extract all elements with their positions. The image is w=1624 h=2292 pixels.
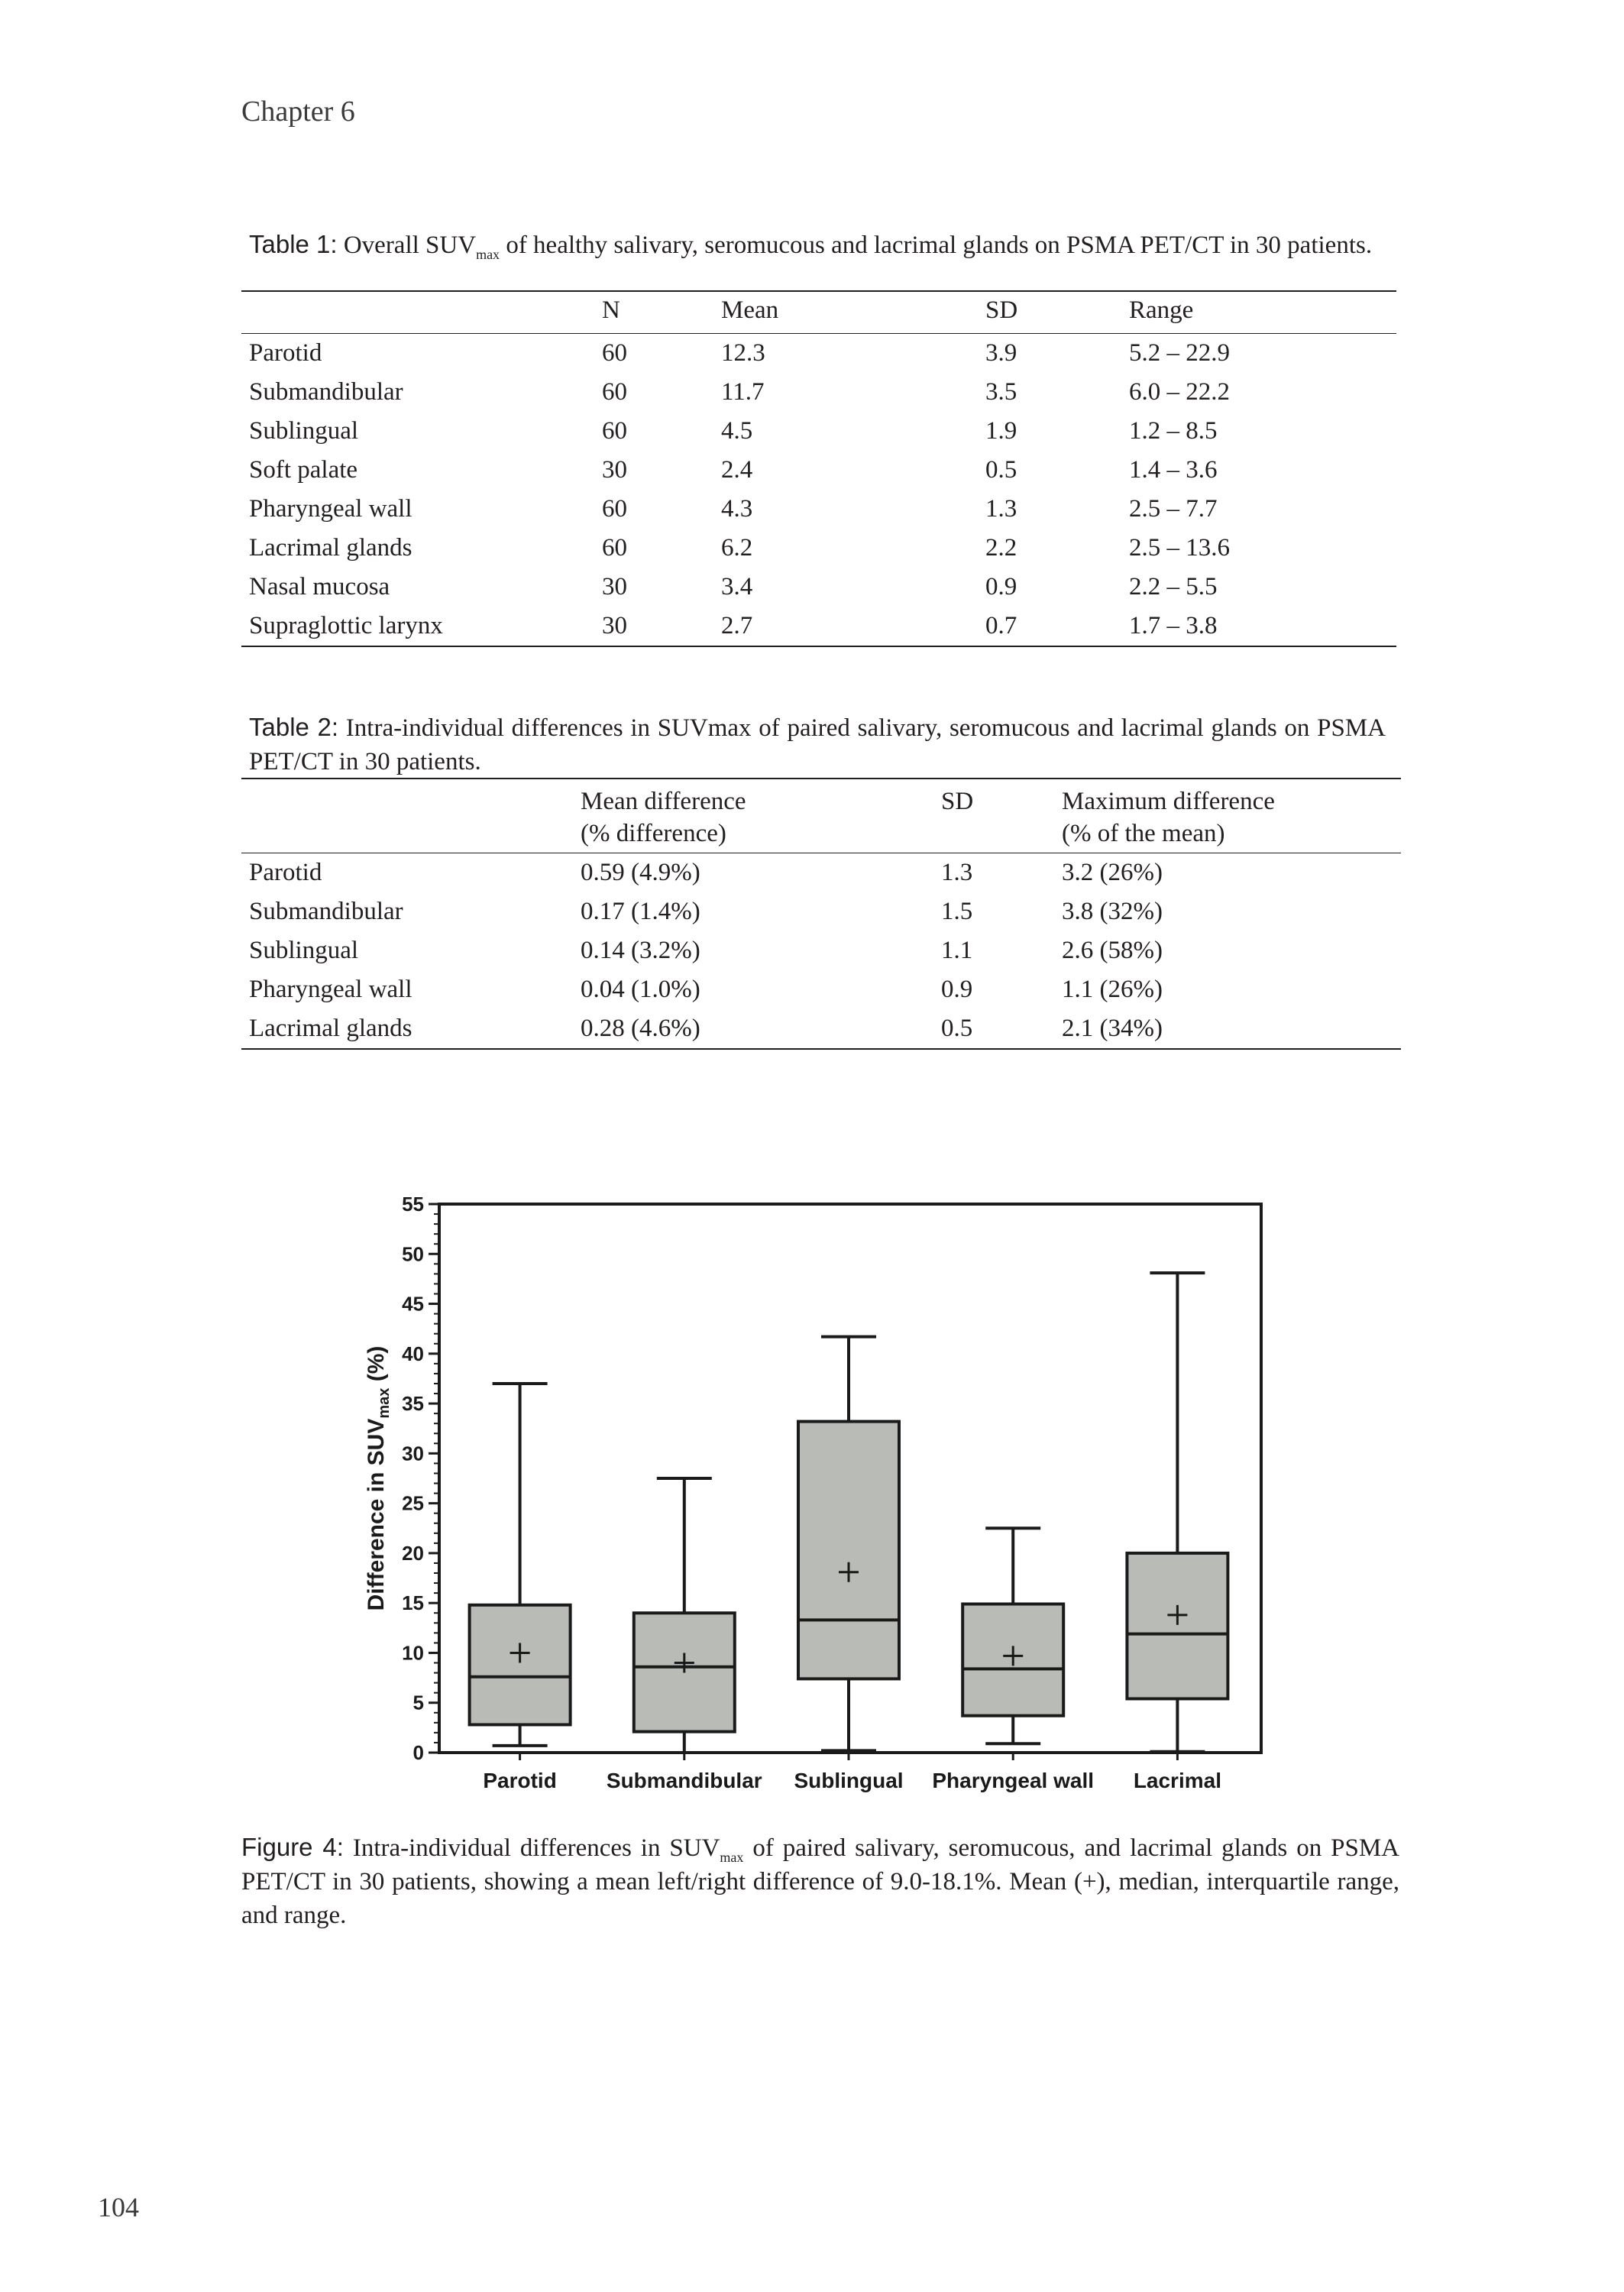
y-tick-label: 45 — [402, 1292, 424, 1316]
table-row — [241, 490, 1396, 529]
x-tick-label: Parotid — [483, 1769, 557, 1792]
table-cell: 30 — [602, 456, 627, 484]
page-number: 104 — [98, 2192, 139, 2222]
figure4-caption-post: of paired salivary, seromucous, and lacrimal glands on PSMA PET/CT in 30 patients, showing a mean left/right difference of 9.0-18.1%. Mean (+), median, interquartile range, and range. — [241, 1834, 1400, 1929]
row-label: Sublingual — [249, 937, 359, 964]
table-cell: 1.2 – 8.5 — [1129, 417, 1218, 445]
table-cell: 0.59 (4.9%) — [581, 859, 700, 886]
table-cell: 1.9 — [985, 417, 1017, 445]
y-tick-label: 25 — [402, 1491, 424, 1515]
figure4-caption-label: Figure 4: — [241, 1833, 344, 1861]
table-cell: 2.2 — [985, 534, 1017, 562]
figure4-caption-sub: max — [720, 1850, 744, 1865]
table2-caption-text: Intra-individual differences in SUVmax of paired salivary, seromucous and lacrimal glands on PSMA PET/CT in 30 patients. — [249, 714, 1386, 775]
table-cell: 0.9 — [985, 573, 1017, 601]
row-label: Parotid — [249, 339, 322, 367]
table-cell: 3.2 (26%) — [1062, 859, 1163, 886]
x-tick-label: Submandibular — [606, 1769, 762, 1792]
row-label: Parotid — [249, 859, 322, 886]
y-tick-label: 20 — [402, 1541, 424, 1565]
table-row — [241, 451, 1396, 490]
table-cell: 4.5 — [721, 417, 753, 445]
row-label: Submandibular — [249, 898, 403, 925]
table-row — [241, 334, 1396, 374]
table-row — [241, 529, 1396, 568]
table1-header-row — [241, 291, 1396, 334]
table-cell: 2.1 (34%) — [1062, 1015, 1163, 1042]
table2-header-cell — [573, 779, 933, 853]
table-cell: 30 — [602, 573, 627, 601]
table-cell: 0.17 (1.4%) — [581, 898, 700, 925]
table2-header-cell — [241, 779, 573, 853]
table-cell: 3.8 (32%) — [1062, 898, 1163, 925]
table-cell: 0.28 (4.6%) — [581, 1015, 700, 1042]
table1-caption-post: of healthy salivary, seromucous and lacrimal glands on PSMA PET/CT in 30 patients. — [506, 231, 1373, 259]
y-tick-label: 35 — [402, 1392, 424, 1416]
table-row — [241, 568, 1396, 607]
table2-header-line1: SD — [941, 788, 974, 815]
row-label: Nasal mucosa — [249, 573, 390, 601]
table-cell: 2.2 – 5.5 — [1129, 573, 1218, 601]
table-row — [241, 853, 1401, 893]
row-label: Lacrimal glands — [249, 1015, 412, 1042]
y-tick-label: 0 — [412, 1741, 424, 1764]
y-tick-label: 5 — [412, 1691, 424, 1714]
table-cell: 2.5 – 13.6 — [1129, 534, 1230, 562]
table-row — [241, 970, 1401, 1009]
table-cell: 6.0 – 22.2 — [1129, 378, 1230, 406]
iqr-box — [470, 1605, 571, 1725]
row-label: Lacrimal glands — [249, 534, 412, 562]
table1-caption-pre: Overall SUV — [343, 231, 477, 259]
table2-header-line2: (% of the mean) — [1062, 820, 1225, 847]
table-cell: 2.7 — [721, 612, 753, 639]
table2 — [241, 778, 1401, 1050]
row-label: Soft palate — [249, 456, 358, 484]
table-cell: 1.3 — [941, 859, 973, 886]
figure4-caption — [241, 1831, 1399, 1932]
row-label: Supraglottic larynx — [249, 612, 443, 639]
table1-caption — [249, 228, 1383, 262]
x-tick-label: Sublingual — [794, 1769, 904, 1792]
table2-header-cell — [1054, 779, 1401, 853]
y-tick-label: 50 — [402, 1242, 424, 1266]
table-row — [241, 931, 1401, 970]
table1 — [241, 290, 1396, 647]
table-cell: 4.3 — [721, 495, 753, 523]
table-cell: 0.5 — [941, 1015, 973, 1042]
table1-caption-label: Table 1: — [249, 230, 338, 258]
table-cell: 60 — [602, 495, 627, 523]
table1-header-cell — [241, 291, 594, 334]
figure4-boxplot — [351, 1184, 1283, 1811]
y-tick-label: 15 — [402, 1591, 424, 1615]
table-row — [241, 373, 1396, 412]
x-tick-label: Pharyngeal wall — [932, 1769, 1095, 1792]
table-cell: 3.5 — [985, 378, 1017, 406]
table-row — [241, 412, 1396, 451]
y-tick-label: 40 — [402, 1342, 424, 1365]
y-axis-label-unit: (%) — [364, 1345, 389, 1388]
row-label: Pharyngeal wall — [249, 976, 412, 1003]
table2-header-row — [241, 779, 1401, 853]
table-cell: 6.2 — [721, 534, 753, 562]
table2-caption-label: Table 2: — [249, 713, 339, 741]
table1-header-cell: Mean — [721, 296, 779, 324]
table2-header-line2: (% difference) — [581, 820, 726, 847]
table2-caption — [249, 711, 1386, 779]
y-axis-label-sub: max — [376, 1387, 393, 1419]
table-cell: 12.3 — [721, 339, 765, 367]
table2-header-cell — [933, 779, 1054, 853]
table-cell: 1.1 (26%) — [1062, 976, 1163, 1003]
iqr-box — [798, 1422, 899, 1679]
running-head: Chapter 6 — [241, 96, 355, 128]
table-cell: 0.14 (3.2%) — [581, 937, 700, 964]
iqr-box — [1127, 1553, 1228, 1699]
table-cell: 11.7 — [721, 378, 765, 406]
y-tick-label: 30 — [402, 1442, 424, 1465]
table-cell: 60 — [602, 534, 627, 562]
table1-caption-sub: max — [476, 247, 500, 262]
table-cell: 30 — [602, 612, 627, 639]
figure4-caption-pre: Intra-individual differences in SUV — [352, 1834, 720, 1862]
table-row — [241, 607, 1396, 646]
table1-header-cell: SD — [985, 296, 1018, 324]
table-cell: 1.7 – 3.8 — [1129, 612, 1218, 639]
table2-header-line1: Mean difference — [581, 788, 746, 815]
table-cell: 0.04 (1.0%) — [581, 976, 700, 1003]
table-cell: 60 — [602, 417, 627, 445]
x-tick-label: Lacrimal — [1133, 1769, 1221, 1792]
table-cell: 2.6 (58%) — [1062, 937, 1163, 964]
y-axis-label — [364, 1346, 393, 1611]
y-tick-label: 10 — [402, 1641, 424, 1665]
table-cell: 1.1 — [941, 937, 973, 964]
table-cell: 3.4 — [721, 573, 753, 601]
table-cell: 0.9 — [941, 976, 973, 1003]
table-cell: 2.4 — [721, 456, 753, 484]
table-cell: 60 — [602, 339, 627, 367]
table-cell: 5.2 – 22.9 — [1129, 339, 1230, 367]
row-label: Submandibular — [249, 378, 403, 406]
table-cell: 3.9 — [985, 339, 1017, 367]
table-row — [241, 892, 1401, 931]
table2-header-line1: Maximum difference — [1062, 788, 1275, 815]
table-cell: 1.4 – 3.6 — [1129, 456, 1218, 484]
table-cell: 0.7 — [985, 612, 1017, 639]
table-cell: 1.3 — [985, 495, 1017, 523]
y-tick-label: 55 — [402, 1193, 424, 1216]
table1-header-cell: Range — [1129, 296, 1194, 324]
row-label: Sublingual — [249, 417, 359, 445]
table1-header-cell: N — [602, 296, 620, 324]
table-cell: 0.5 — [985, 456, 1017, 484]
table-cell: 2.5 – 7.7 — [1129, 495, 1218, 523]
row-label: Pharyngeal wall — [249, 495, 412, 523]
table-cell: 1.5 — [941, 898, 973, 925]
table-cell: 60 — [602, 378, 627, 406]
table-row — [241, 1009, 1401, 1049]
y-axis-label-main: Difference in SUV — [364, 1418, 389, 1611]
